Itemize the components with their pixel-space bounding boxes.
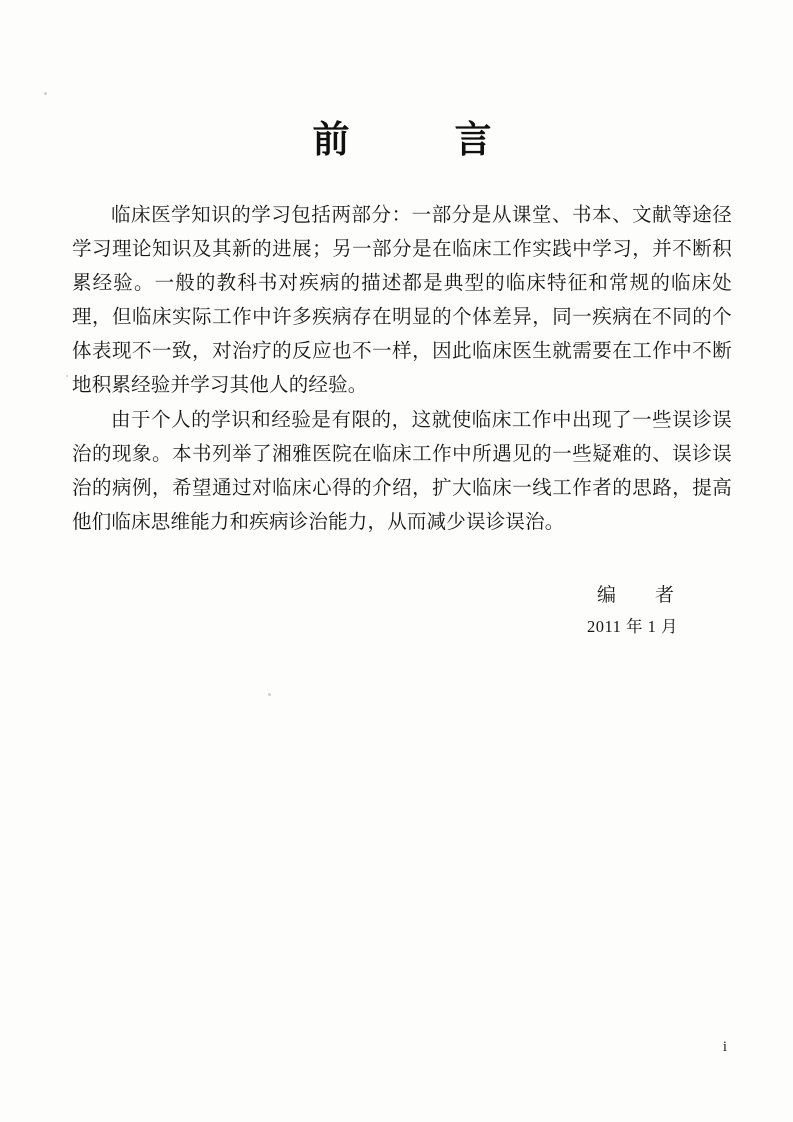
signature-block (72, 580, 732, 642)
preface-paragraph: 由于个人的学识和经验是有限的，这就使临床工作中出现了一些误诊误治的现象。本书列举了湘雅医院在临床工作中所遇见的一些疑难的、误诊误治的病例，希望通过对临床心得的介绍，扩大临床一线工作者的思路，提高他们临床思维能力和疾病诊治能力，从而减少误诊误治。 (72, 409, 732, 533)
signature-author: 编 者 (596, 584, 684, 606)
preface-paragraph: 临床医学知识的学习包括两部分：一部分是从课堂、书本、文献等途径学习理论知识及其新的进展；另一部分是在临床工作实践中学习，并不断积累经验。一般的教科书对疾病的描述都是典型的临床特征和常规的临床处理，但临床实际工作中许多疾病存在明显的个体差异，同一疾病在不同的个体表现不一致，对治疗的反应也不一样，因此临床医生就需要在工作中不断地积累经验并学习其他人的经验。 (72, 204, 732, 396)
signature-date: 2011 年 1 月 (586, 616, 678, 636)
page-title: 前 言 (312, 118, 526, 161)
page-content (72, 120, 732, 642)
scan-speck (268, 693, 271, 696)
scan-speck (66, 375, 68, 377)
page-number: i (722, 1039, 727, 1055)
scan-speck (44, 92, 47, 95)
